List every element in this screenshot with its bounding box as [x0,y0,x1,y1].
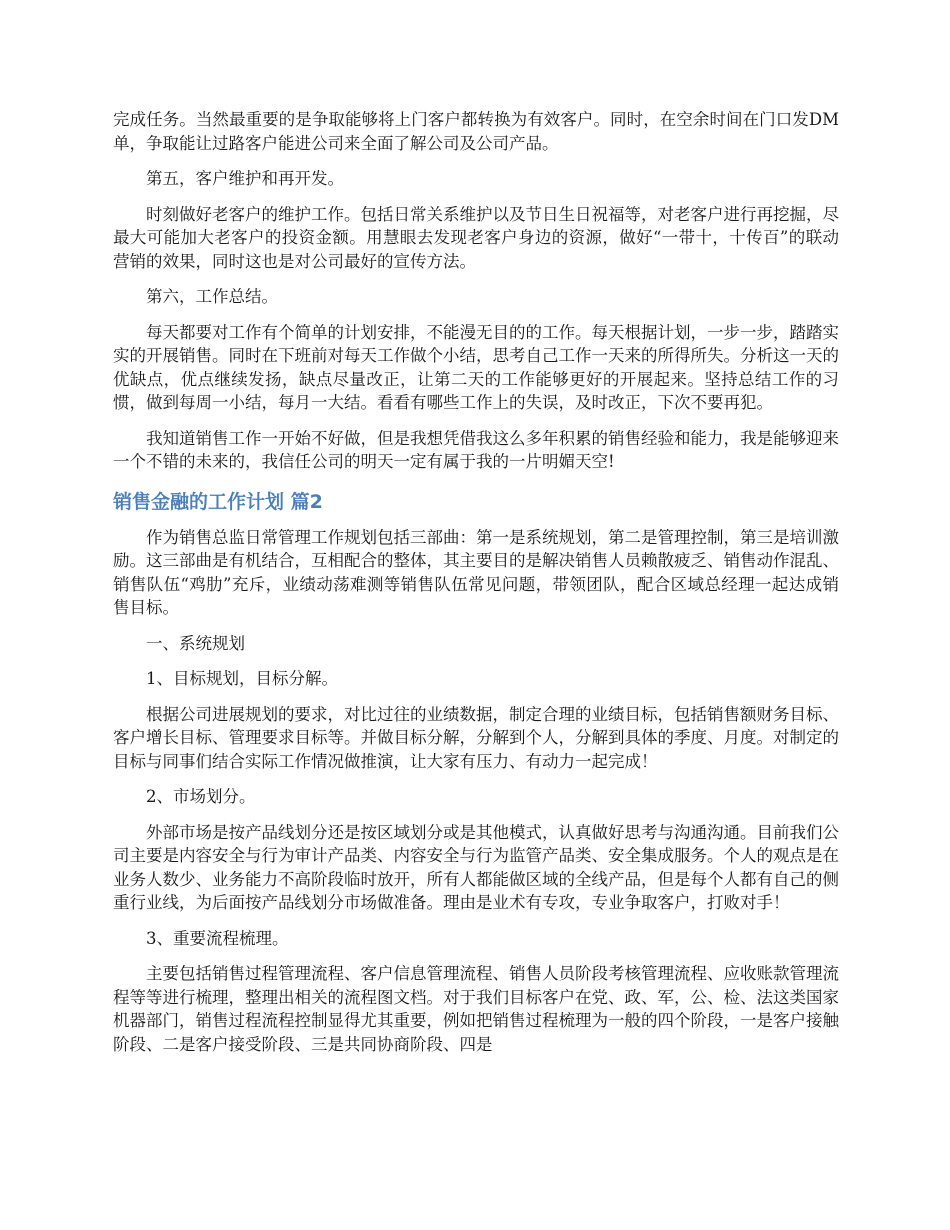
paragraph: 主要包括销售过程管理流程、客户信息管理流程、销售人员阶段考核管理流程、应收账款管理流程等等进行梳理，整理出相关的流程图文档。对于我们目标客户在党、政、军，公、检、法这类国家机器部门，销售过程流程控制显得尤其重要，例如把销售过程梳理为一般的四个阶段，一是客户接触阶段、二是客户接受阶段、三是共同协商阶段、四是 [113,964,839,1054]
subheading-process-review: 3、重要流程梳理。 [146,928,289,948]
paragraph: 外部市场是按产品线划分还是按区域划分或是其他模式，认真做好思考与沟通沟通。目前我们公司主要是内容安全与行为审计产品类、内容安全与行为监管产品类、安全集成服务。个人的观点是在业务人数少、业务能力不高阶段临时放开，所有人都能做区域的全线产品，但是每个人都有自己的侧重行业线，为后面按产品线划分市场做准备。理由是业术有专攻，专业争取客户，打败对手！ [113,822,839,912]
paragraph-item-five: 第五，客户维护和再开发。 [146,169,344,188]
section-heading: 销售金融的工作计划 篇2 [113,490,323,513]
subheading-goal-planning: 1、目标规划，目标分解。 [146,669,338,688]
subheading-market-division: 2、市场划分。 [146,787,256,806]
paragraph: 作为销售总监日常管理工作规划包括三部曲：第一是系统规划，第二是管理控制，第三是培训激励。这三部曲是有机结合，互相配合的整体，其主要目的是解决销售人员赖散疲乏、销售动作混乱、销售队伍“鸡肋”充斥，业绩动荡难测等销售队伍常见问题，带领团队，配合区域总经理一起达成销售目标。 [113,527,839,617]
paragraph: 时刻做好老客户的维护工作。包括日常关系维护以及节日生日祝福等，对老客户进行再挖掘，尽最大可能加大老客户的投资金额。用慧眼去发现老客户身边的资源，做好“一带十，十传百”的联动营销的效果，同时这也是对公司最好的宣传方法。 [113,204,839,271]
paragraph-item-six: 第六，工作总结。 [146,287,278,306]
paragraph-continued: 完成任务。当然最重要的是争取能够将上门客户都转换为有效客户。同时，在空余时间在门口发DM单，争取能让过路客户能进公司来全面了解公司及公司产品。 [113,110,839,153]
paragraph: 根据公司进展规划的要求，对比过往的业绩数据，制定合理的业绩目标，包括销售额财务目标、客户增长目标、管理要求目标等。并做目标分解，分解到个人，分解到具体的季度、月度。对制定的目标与同事们结合实际工作情况做推演，让大家有压力、有动力一起完成！ [113,704,839,771]
paragraph: 我知道销售工作一开始不好做，但是我想凭借我这么多年积累的销售经验和能力，我是能够迎来一个不错的未来的，我信任公司的明天一定有属于我的一片明媚天空! [113,428,839,471]
paragraph: 每天都要对工作有个简单的计划安排，不能漫无目的的工作。每天根据计划，一步一步，踏踏实实的开展销售。同时在下班前对每天工作做个小结，思考自己工作一天来的所得所失。分析这一天的优缺点，优点继续发扬，缺点尽量改正，让第二天的工作能够更好的开展起来。坚持总结工作的习惯，做到每周一小结，每月一大结。看看有哪些工作上的失误，及时改正，下次不要再犯。 [113,322,839,412]
subheading-system-planning: 一、系统规划 [146,633,245,653]
document-page [113,108,839,1068]
